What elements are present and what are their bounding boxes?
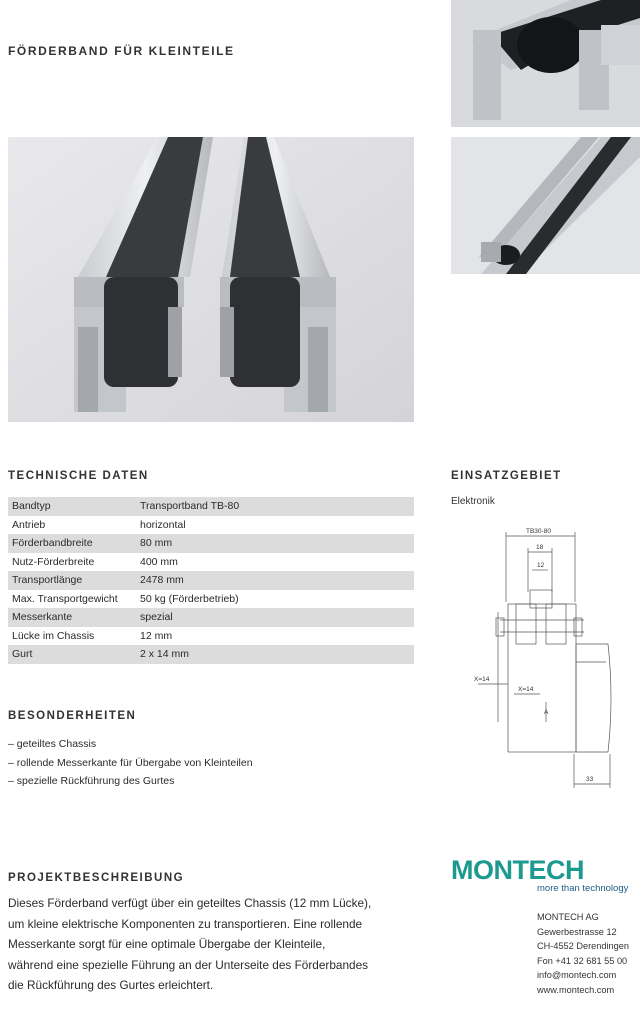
technical-data-heading: TECHNISCHE DATEN <box>8 470 149 482</box>
spec-value: 400 mm <box>140 555 178 568</box>
table-row <box>8 571 414 590</box>
logo-tagline: more than technology <box>537 883 629 894</box>
spec-value: horizontal <box>140 518 186 531</box>
address-email[interactable]: info@montech.com <box>537 970 617 981</box>
spec-label: Förderbandbreite <box>8 534 136 553</box>
table-row <box>8 516 414 535</box>
drawing-label: TB30-80 <box>526 528 551 535</box>
address-line: CH-4552 Derendingen <box>537 941 629 952</box>
spec-label: Nutz-Förderbreite <box>12 555 95 568</box>
table-row <box>8 645 414 664</box>
technical-drawing <box>468 522 638 794</box>
spec-label: Antrieb <box>12 518 46 531</box>
spec-label: Messerkante <box>8 608 136 627</box>
table-row <box>8 608 414 627</box>
description-line: während eine spezielle Führung an der Unterseite des Förderbandes <box>8 957 369 972</box>
drawing-label: X=14 <box>474 676 490 683</box>
description-line: die Rückführung des Gurtes erleichtert. <box>8 978 214 992</box>
address-line: MONTECH AG <box>537 912 599 922</box>
spec-value: 12 mm <box>140 629 173 642</box>
table-row <box>8 627 414 646</box>
spec-label: Lücke im Chassis <box>12 629 95 642</box>
list-item: – geteiltes Chassis <box>8 735 253 754</box>
drawing-label: X=14 <box>518 686 534 693</box>
description-line: Messerkante sorgt für eine optimale Übergabe der Kleinteile, <box>8 937 326 951</box>
technical-data-table <box>8 497 414 664</box>
special-features-list <box>8 735 253 791</box>
list-item: – rollende Messerkante für Übergabe von Kleinteilen <box>8 754 253 773</box>
project-description-text <box>8 893 420 996</box>
spec-value: 2478 mm <box>136 571 414 590</box>
spec-value: 2 x 14 mm <box>136 645 414 664</box>
spec-label: Bandtyp <box>8 497 136 516</box>
project-description-heading: PROJEKTBESCHREIBUNG <box>8 872 185 884</box>
address-line: Gewerbestrasse 12 <box>537 926 617 937</box>
spec-value: 80 mm <box>136 534 414 553</box>
description-line: um kleine elektrische Komponenten zu transportieren. Eine rollende <box>8 916 363 931</box>
drawing-label: 18 <box>536 544 544 551</box>
table-row <box>8 590 414 609</box>
logo-wordmark: MONTECH <box>451 855 584 885</box>
application-heading: EINSATZGEBIET <box>451 470 562 482</box>
address-website[interactable]: www.montech.com <box>537 984 615 995</box>
spec-value: spezial <box>136 608 414 627</box>
drawing-label: 12 <box>537 562 545 569</box>
page-title: FÖRDERBAND FÜR KLEINTEILE <box>8 44 235 58</box>
spec-label: Gurt <box>8 645 136 664</box>
spec-value: 50 kg (Förderbetrieb) <box>140 592 239 605</box>
address-line: Fon +41 32 681 55 00 <box>537 955 628 966</box>
spec-label: Max. Transportgewicht <box>12 592 118 605</box>
product-photo-detail-top <box>451 0 640 127</box>
application-value: Elektronik <box>451 496 495 507</box>
company-address <box>537 910 629 998</box>
drawing-label: 33 <box>586 776 594 783</box>
product-photo-detail-side <box>451 137 640 274</box>
product-photo-main <box>8 137 414 422</box>
description-line: Dieses Förderband verfügt über ein geteiltes Chassis (12 mm Lücke), <box>8 896 372 910</box>
table-row <box>8 497 414 516</box>
montech-logo <box>451 855 628 894</box>
list-item: – spezielle Rückführung des Gurtes <box>8 772 253 791</box>
special-features-heading: BESONDERHEITEN <box>8 710 137 722</box>
table-row <box>8 553 414 572</box>
spec-value: Transportband TB-80 <box>136 497 414 516</box>
spec-label: Transportlänge <box>8 571 136 590</box>
table-row <box>8 534 414 553</box>
drawing-label: A <box>544 709 549 716</box>
